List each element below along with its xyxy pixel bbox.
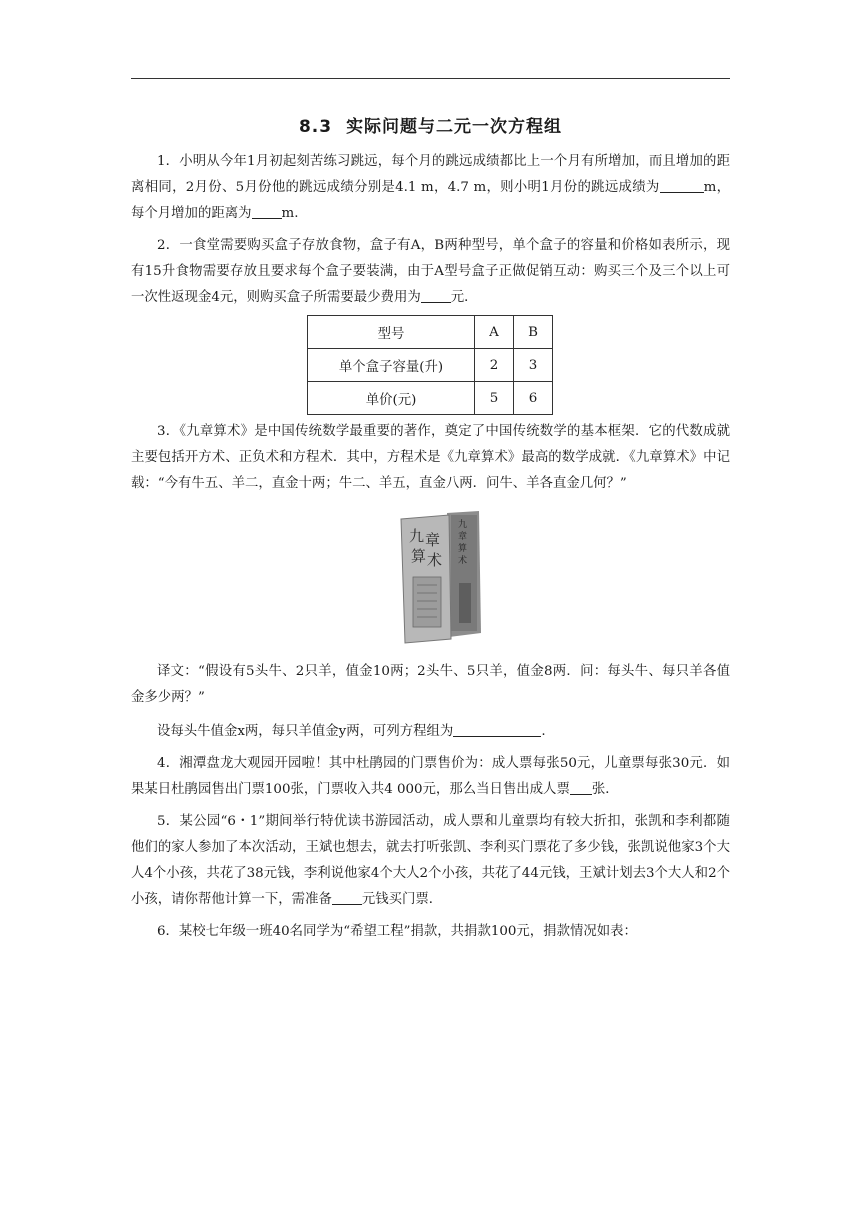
question-1	[131, 149, 730, 227]
question-2-text: 2．一食堂需要购买盒子存放食物，盒子有A，B两种型号，单个盒子的容量和价格如表所示，现有15升食物需要存放且要求每个盒子要装满，由于A型号盒子正做促销互动：购买三个及三个以上可一次性返现金4元，则购买盒子所需要最少费用为	[131, 238, 730, 305]
question-2-text-2: 元．	[450, 290, 478, 305]
table-cell: 单个盒子容量(升)	[308, 349, 475, 382]
front-book-title-glyph: 章	[425, 531, 441, 549]
answer-blank	[453, 722, 541, 737]
answer-blank	[570, 780, 592, 795]
answer-blank	[252, 204, 282, 219]
back-book-title-glyph: 九	[458, 520, 468, 530]
table-row	[308, 349, 553, 382]
equation-setup-end: .	[541, 724, 546, 739]
front-book-title-glyph: 九	[409, 527, 425, 545]
question-1-text-3: m.	[281, 206, 299, 221]
answer-blank	[421, 288, 451, 303]
equation-setup-text: 设每头牛值金x两，每只羊值金y两，可列方程组为	[157, 724, 454, 739]
back-book-title-glyph: 章	[458, 532, 468, 542]
table-header-cell: 型号	[308, 316, 475, 349]
translation: 译文：“假设有5头牛、2只羊，值金10两；2头牛、5只羊，值金8两．问：每头牛、每只羊各值金多少两？”	[131, 664, 730, 705]
header-rule	[131, 78, 730, 79]
back-book-label	[459, 583, 471, 623]
front-book-illustration-panel	[413, 577, 441, 627]
table-row	[308, 316, 553, 349]
back-book-title-glyph: 术	[458, 556, 468, 566]
question-5-text-2: 元钱买门票．	[361, 892, 443, 907]
equation-setup	[131, 719, 730, 745]
question-5	[131, 809, 730, 913]
worksheet-page	[131, 112, 730, 945]
question-4-text: 4．湘潭盘龙大观园开园啦！其中杜鹃园的门票售价为：成人票每张50元，儿童票每张30元．如果某日杜鹃园售出门票100张，门票收入共4 000元，那么当日售出成人票	[131, 756, 730, 797]
question-1-text-2: m，每个月增加的距离为	[131, 180, 730, 221]
front-book-title-glyph: 术	[427, 551, 443, 569]
table-row	[308, 382, 553, 415]
table-cell: 6	[514, 382, 553, 415]
table-cell: 3	[514, 349, 553, 382]
back-book-title-glyph: 算	[458, 544, 468, 554]
answer-blank	[660, 178, 704, 193]
table-cell: 2	[475, 349, 514, 382]
question-4-text-2: 张．	[591, 782, 619, 797]
table-cell: 5	[475, 382, 514, 415]
box-spec-table	[307, 315, 553, 415]
front-book-title-glyph: 算	[411, 547, 427, 565]
section-number: 8.3	[298, 117, 333, 137]
question-3: 3．《九章算术》是中国传统数学最重要的著作，奠定了中国传统数学的基本框架．它的代数成就主要包括开方术、正负术和方程术．其中，方程术是《九章算术》最高的数学成就．《九章算术》中记载：“今有牛五、羊二，直金十两；牛二、羊五，直金八两．问牛、羊各直金几何？”	[131, 424, 730, 491]
question-1-text: 1．小明从今年1月初起刻苦练习跳远，每个月的跳远成绩都比上一个月有所增加，而且增加的距离相同，2月份、5月份他的跳远成绩分别是4.1 m，4.7 m，则小明1月份的跳远成绩为	[131, 154, 730, 195]
table-header-cell: A	[475, 316, 514, 349]
question-4	[131, 751, 730, 803]
answer-blank	[332, 890, 362, 905]
section-title	[131, 112, 730, 137]
book-figure	[131, 511, 730, 649]
question-5-text: 5．某公园“6・1”期间举行特优读书游园活动，成人票和儿童票均有较大折扣，张凯和李利都随他们的家人参加了本次活动，王斌也想去，就去打听张凯、李利买门票花了多少钱，张凯说他家3个大人4个小孩，共花了38元钱，李利说他家4个大人2个小孩，共花了44元钱，王斌计划去3个大人和2个小孩，请你帮他计算一下，需准备	[131, 814, 730, 907]
book-illustration	[399, 511, 489, 647]
table-cell: 单价(元)	[308, 382, 475, 415]
table-header-cell: B	[514, 316, 553, 349]
question-2	[131, 233, 730, 311]
question-6: 6．某校七年级一班40名同学为“希望工程”捐款，共捐款100元，捐款情况如表：	[157, 924, 637, 939]
section-title-text: 实际问题与二元一次方程组	[346, 117, 563, 137]
